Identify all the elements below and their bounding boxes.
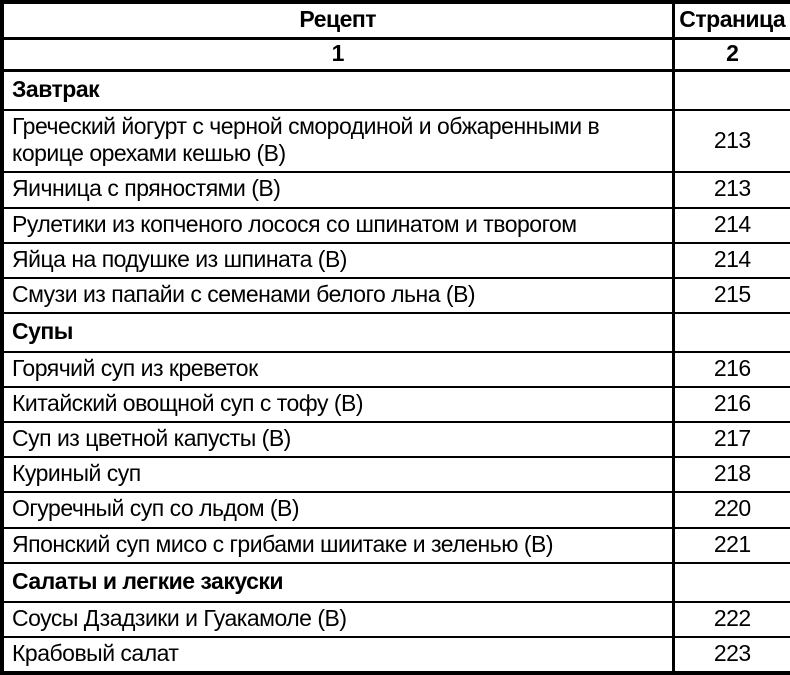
column-number-row xyxy=(2,39,790,71)
page-number: 215 xyxy=(673,278,790,313)
section-row xyxy=(2,71,790,111)
recipe-name: Китайский овощной суп с тофу (В) xyxy=(2,387,673,422)
page-number: 216 xyxy=(673,352,790,387)
table-row xyxy=(2,278,790,313)
section-row xyxy=(2,313,790,352)
column-number-recipe: 1 xyxy=(2,39,673,71)
table-row xyxy=(2,422,790,457)
recipe-name: Суп из цветной капусты (В) xyxy=(2,422,673,457)
column-number-page: 2 xyxy=(673,39,790,71)
recipe-name: Греческий йогурт с черной смородиной и обжаренными в корице орехами кешью (В) xyxy=(2,110,673,172)
recipe-name: Смузи из папайи с семенами белого льна (В) xyxy=(2,278,673,313)
table-row xyxy=(2,637,790,673)
page-number: 214 xyxy=(673,243,790,278)
recipe-name: Японский суп мисо с грибами шиитаке и зеленью (В) xyxy=(2,528,673,563)
recipe-name: Рулетики из копченого лосося со шпинатом и творогом xyxy=(2,208,673,243)
table-row xyxy=(2,172,790,207)
table-row xyxy=(2,387,790,422)
section-title: Супы xyxy=(2,313,673,352)
table-row xyxy=(2,243,790,278)
page-number: 221 xyxy=(673,528,790,563)
table-row xyxy=(2,208,790,243)
table-row xyxy=(2,352,790,387)
table-row xyxy=(2,528,790,563)
recipe-name: Крабовый салат xyxy=(2,637,673,673)
page-number: 223 xyxy=(673,637,790,673)
page-number xyxy=(673,71,790,111)
table-row xyxy=(2,110,790,172)
table-row xyxy=(2,602,790,637)
table-row xyxy=(2,492,790,527)
page-number: 218 xyxy=(673,457,790,492)
table-body xyxy=(2,71,790,673)
table-row xyxy=(2,457,790,492)
section-title: Завтрак xyxy=(2,71,673,111)
page-number: 213 xyxy=(673,172,790,207)
recipe-name: Горячий суп из креветок xyxy=(2,352,673,387)
page-number: 217 xyxy=(673,422,790,457)
recipe-name: Яйца на подушке из шпината (В) xyxy=(2,243,673,278)
page-number xyxy=(673,563,790,602)
recipe-name: Яичница с пряностями (В) xyxy=(2,172,673,207)
section-title: Салаты и легкие закуски xyxy=(2,563,673,602)
header-row xyxy=(2,2,790,39)
page-number: 214 xyxy=(673,208,790,243)
recipe-name: Куриный суп xyxy=(2,457,673,492)
recipe-name: Огуречный суп со льдом (В) xyxy=(2,492,673,527)
page-number: 220 xyxy=(673,492,790,527)
column-header-page: Страница xyxy=(673,2,790,39)
page-number xyxy=(673,313,790,352)
page-number: 213 xyxy=(673,110,790,172)
page-number: 216 xyxy=(673,387,790,422)
page-number: 222 xyxy=(673,602,790,637)
section-row xyxy=(2,563,790,602)
recipe-name: Соусы Дзадзики и Гуакамоле (В) xyxy=(2,602,673,637)
column-header-recipe: Рецепт xyxy=(2,2,673,39)
